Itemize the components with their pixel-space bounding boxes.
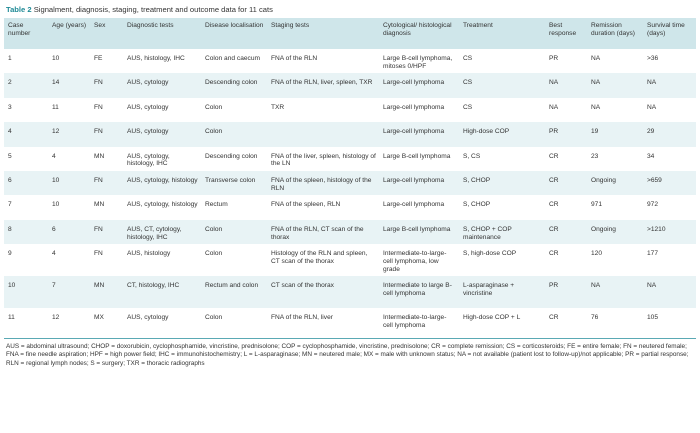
table-cell: CT scan of the thorax bbox=[271, 282, 334, 290]
table-cell: Large B-cell lymphoma bbox=[383, 225, 451, 233]
table-cell: AUS, cytology bbox=[127, 103, 169, 111]
table-cell: 6 bbox=[52, 225, 56, 233]
table-cell: FN bbox=[94, 176, 103, 184]
table-cell: AUS, histology bbox=[127, 250, 171, 258]
outcome-table bbox=[4, 18, 696, 333]
table-cell: Large B-cell lymphoma, mitoses 0/HPF bbox=[383, 55, 453, 70]
table-cell: 6 bbox=[8, 176, 12, 184]
table-row bbox=[4, 147, 696, 171]
table-row bbox=[4, 195, 696, 219]
table-cell: NA bbox=[647, 103, 657, 111]
table-cell: CR bbox=[549, 201, 559, 209]
column-header: Survival time (days) bbox=[647, 22, 685, 37]
table-cell: 9 bbox=[8, 250, 12, 258]
table-cell: 34 bbox=[647, 152, 655, 160]
table-cell: Large B-cell lymphoma bbox=[383, 152, 451, 160]
table-cell: Colon bbox=[205, 103, 223, 111]
table-cell: FN bbox=[94, 103, 103, 111]
table-cell: 2 bbox=[8, 79, 12, 87]
table-cell: 76 bbox=[591, 314, 599, 322]
table-cell: FNA of the RLN, CT scan of the thorax bbox=[271, 225, 364, 241]
table-cell: Colon bbox=[205, 314, 223, 322]
table-cell: >659 bbox=[647, 176, 662, 184]
table-cell: NA bbox=[591, 282, 601, 290]
table-cell: Descending colon bbox=[205, 79, 258, 87]
table-cell: 120 bbox=[591, 250, 603, 258]
table-cell: 7 bbox=[8, 201, 12, 209]
table-cell: 10 bbox=[52, 55, 60, 62]
table-cell: NA bbox=[549, 79, 559, 87]
table-cell: 105 bbox=[647, 314, 659, 322]
table-cell: CS bbox=[463, 55, 473, 62]
table-cell: AUS, histology, IHC bbox=[127, 55, 185, 62]
column-header: Diagnostic tests bbox=[127, 22, 174, 29]
table-cell: AUS, cytology, histology, IHC bbox=[127, 152, 170, 168]
table-number: Table 2 bbox=[6, 5, 32, 14]
table-cell: S, high-dose COP bbox=[463, 250, 517, 258]
table-cell: Colon bbox=[205, 225, 223, 233]
table-cell: CS bbox=[463, 103, 473, 111]
table-cell: Large-cell lymphoma bbox=[383, 103, 445, 111]
table-cell: 971 bbox=[591, 201, 603, 209]
table-cell: 29 bbox=[647, 128, 655, 136]
table-cell: CR bbox=[549, 152, 559, 160]
table-cell: S, CHOP bbox=[463, 176, 491, 184]
table-cell: 1 bbox=[8, 55, 12, 62]
table-cell: FNA of the RLN, liver bbox=[271, 314, 333, 322]
table-cell: 177 bbox=[647, 250, 659, 258]
table-cell: 12 bbox=[52, 314, 60, 322]
table-cell: 19 bbox=[591, 128, 599, 136]
table-cell: High-dose COP + L bbox=[463, 314, 521, 322]
table-cell: 5 bbox=[8, 152, 12, 160]
table-cell: Colon and caecum bbox=[205, 55, 260, 62]
table-cell: FN bbox=[94, 225, 103, 233]
table-cell: FN bbox=[94, 128, 103, 136]
table-cell: NA bbox=[647, 79, 657, 87]
table-cell: FN bbox=[94, 79, 103, 87]
table-cell: FNA of the spleen, RLN bbox=[271, 201, 341, 209]
table-cell: 10 bbox=[52, 201, 60, 209]
table-cell: Intermediate to large B-cell lymphoma bbox=[383, 282, 452, 298]
table-cell: AUS, cytology bbox=[127, 128, 169, 136]
table-cell: FNA of the RLN bbox=[271, 55, 318, 62]
table-row bbox=[4, 308, 696, 332]
table-row bbox=[4, 49, 696, 73]
table-row bbox=[4, 73, 696, 97]
table-cell: Rectum and colon bbox=[205, 282, 259, 290]
table-cell: Large-cell lymphoma bbox=[383, 79, 445, 87]
table-cell: MN bbox=[94, 282, 105, 290]
table-cell: 7 bbox=[52, 282, 56, 290]
table-cell: 8 bbox=[8, 225, 12, 233]
table-cell: NA bbox=[647, 282, 657, 290]
table-cell: 10 bbox=[8, 282, 16, 290]
table-cell: Descending colon bbox=[205, 152, 258, 160]
table-cell: MN bbox=[94, 201, 105, 209]
table-cell: Colon bbox=[205, 128, 223, 136]
table-cell: Rectum bbox=[205, 201, 228, 209]
table-cell: S, CHOP bbox=[463, 201, 491, 209]
table-cell: Ongoing bbox=[591, 176, 616, 184]
table-cell: 4 bbox=[52, 250, 56, 258]
table-cell: AUS, cytology, histology bbox=[127, 201, 198, 209]
table-cell: FN bbox=[94, 250, 103, 258]
table-cell: Intermediate-to-large-cell lymphoma bbox=[383, 314, 447, 330]
table-cell: PR bbox=[549, 128, 559, 136]
table-title: Signalment, diagnosis, staging, treatment and outcome data for 11 cats bbox=[33, 5, 273, 14]
table-row bbox=[4, 98, 696, 122]
table-cell: PR bbox=[549, 55, 559, 62]
table-row bbox=[4, 122, 696, 146]
column-header: Sex bbox=[94, 22, 106, 29]
table-cell: Intermediate-to-large-cell lymphoma, low grade bbox=[383, 250, 447, 273]
column-header: Age (years) bbox=[52, 22, 87, 29]
table-cell: High-dose COP bbox=[463, 128, 510, 136]
table-cell: Transverse colon bbox=[205, 176, 256, 184]
table-row bbox=[4, 171, 696, 195]
table-cell: Large-cell lymphoma bbox=[383, 128, 445, 136]
table-cell: 11 bbox=[52, 103, 59, 111]
table-cell: S, CHOP + COP maintenance bbox=[463, 225, 512, 241]
table-cell: Histology of the RLN and spleen, CT scan of the thorax bbox=[271, 250, 368, 266]
table-cell: S, CS bbox=[463, 152, 481, 160]
table-cell: FE bbox=[94, 55, 103, 62]
column-header: Disease localisation bbox=[205, 22, 264, 29]
table-cell: 12 bbox=[52, 128, 60, 136]
table-cell: AUS, cytology bbox=[127, 79, 169, 87]
table-cell: 10 bbox=[52, 176, 60, 184]
column-header: Best response bbox=[549, 22, 577, 37]
table-cell: 972 bbox=[647, 201, 659, 209]
table-cell: AUS, cytology, histology bbox=[127, 176, 198, 184]
table-cell: 4 bbox=[52, 152, 56, 160]
column-header: Cytological/ histological diagnosis bbox=[383, 22, 452, 37]
table-cell: Colon bbox=[205, 250, 223, 258]
table-cell: CS bbox=[463, 79, 473, 87]
column-header: Staging tests bbox=[271, 22, 310, 29]
table-cell: Ongoing bbox=[591, 225, 616, 233]
table-cell: 23 bbox=[591, 152, 599, 160]
table-cell: CR bbox=[549, 176, 559, 184]
table-cell: CT, histology, IHC bbox=[127, 282, 180, 290]
table-cell: 3 bbox=[8, 103, 12, 111]
table-cell: Large-cell lymphoma bbox=[383, 176, 445, 184]
table-cell: AUS, CT, cytology, histology, IHC bbox=[127, 225, 182, 241]
table-cell: TXR bbox=[271, 103, 285, 111]
table-cell: PR bbox=[549, 282, 559, 290]
column-header: Treatment bbox=[463, 22, 493, 29]
column-header: Case number bbox=[8, 22, 31, 37]
table-row bbox=[4, 276, 696, 308]
table-row bbox=[4, 244, 696, 276]
table-cell: NA bbox=[591, 55, 601, 62]
table-cell: FNA of the RLN, liver, spleen, TXR bbox=[271, 79, 373, 87]
table-header-row bbox=[4, 18, 696, 49]
table-cell: Large-cell lymphoma bbox=[383, 201, 445, 209]
table-cell: 14 bbox=[52, 79, 60, 87]
table-cell: MX bbox=[94, 314, 104, 322]
table-cell: FNA of the spleen, histology of the RLN bbox=[271, 176, 372, 192]
table-cell: NA bbox=[549, 103, 559, 111]
table-cell: 11 bbox=[8, 314, 15, 322]
table-cell: CR bbox=[549, 225, 559, 233]
table-cell: AUS, cytology bbox=[127, 314, 169, 322]
table-cell: L-asparaginase + vincristine bbox=[463, 282, 515, 298]
table-cell: NA bbox=[591, 79, 601, 87]
table-footnote: AUS = abdominal ultrasound; CHOP = doxorubicin, cyclophosphamide, vincristine, prednisolone; COP = cyclophosphamide, vincristine, prednisolone; CR = complete remission; CS = corticosteroids; FE = entire female; FN = neutered female; FNA = fine needle aspiration; HPF = high power field; IHC = immunohistochemistry; L = L-asparaginase; MN = neutered male; MX = male with unknown status; NA = not available (patient lost to follow-up)/not applicable; PR = partial response; RLN = regional lymph nodes; S = surgery; TXR = thoracic radiographs bbox=[4, 338, 696, 369]
table-row bbox=[4, 220, 696, 244]
table-cell: >1210 bbox=[647, 225, 666, 233]
table-cell: >36 bbox=[647, 55, 659, 62]
table-caption bbox=[6, 4, 696, 15]
table-cell: FNA of the liver, spleen, histology of the LN bbox=[271, 152, 376, 168]
table-cell: MN bbox=[94, 152, 105, 160]
table-cell: 4 bbox=[8, 128, 12, 136]
table-cell bbox=[267, 122, 379, 146]
table-cell: CR bbox=[549, 250, 559, 258]
column-header: Remission duration (days) bbox=[591, 22, 635, 37]
table-cell: NA bbox=[591, 103, 601, 111]
table-cell: CR bbox=[549, 314, 559, 322]
